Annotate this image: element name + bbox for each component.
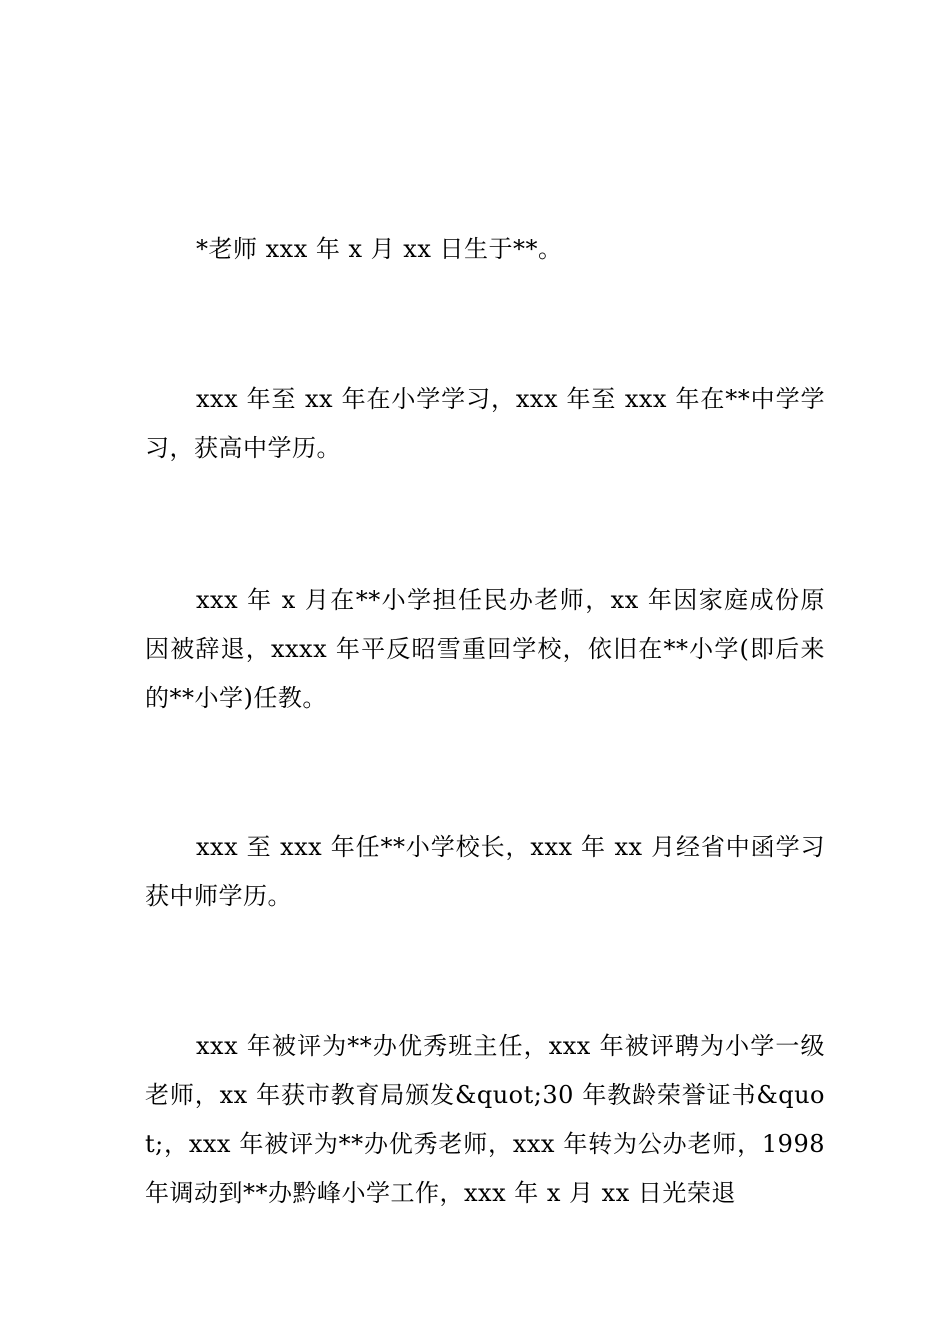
paragraph-principal: xxx 至 xxx 年任**小学校长，xxx 年 xx 月经省中函学习获中师学历。 [145,833,825,910]
paragraph-birth: *老师 xxx 年 x 月 xx 日生于**。 [196,235,563,263]
paragraph-education: xxx 年至 xx 年在小学学习，xxx 年至 xxx 年在**中学学习，获高中学历。 [145,385,825,462]
paragraph-honors: xxx 年被评为**办优秀班主任，xxx 年被评聘为小学一级老师，xx 年获市教育局颁发&quot;30 年教龄荣誉证书&quot;，xxx 年被评为**办优秀老师，xxx 年转为公办老师，1998 年调动到**办黔峰小学工作，xxx 年 x 月 xx 日光荣退 [145,1032,825,1207]
paragraph-teaching: xxx 年 x 月在**小学担任民办老师，xx 年因家庭成份原因被辞退，xxxx 年平反昭雪重回学校，依旧在**小学(即后来的**小学)任教。 [145,586,825,712]
